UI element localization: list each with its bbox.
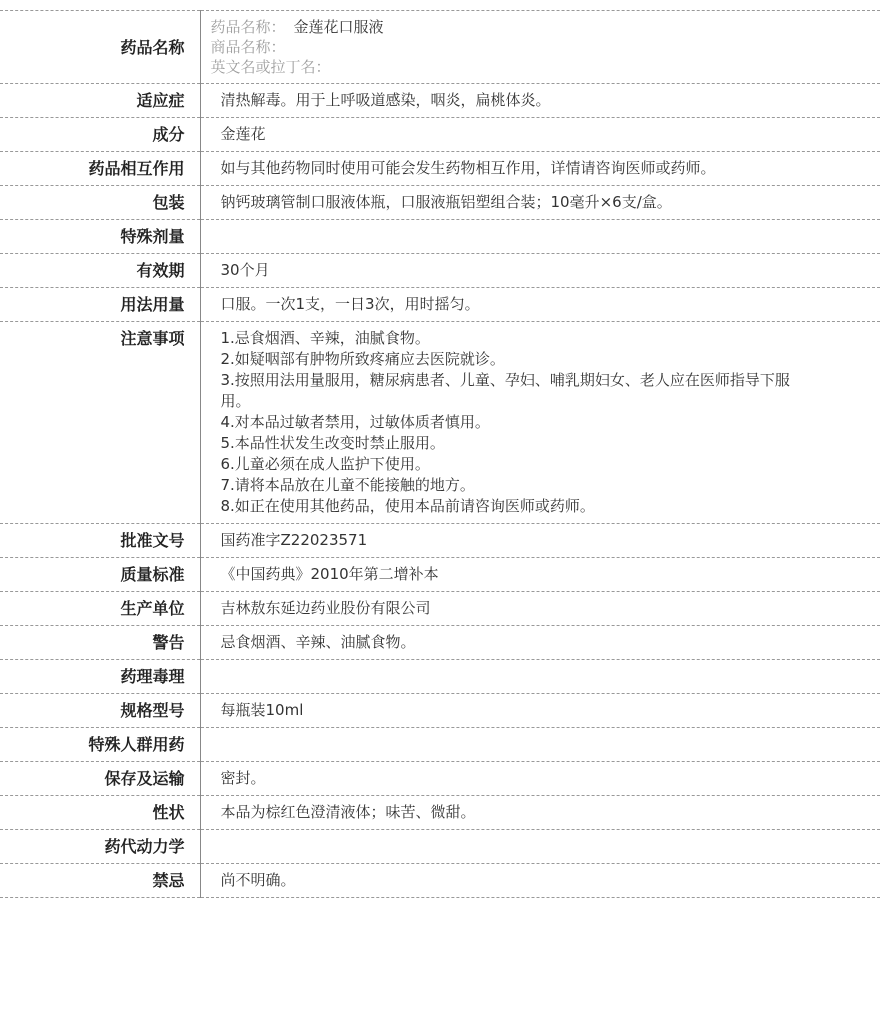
drug-name-value: 金莲花口服液 <box>293 18 384 36</box>
row-value <box>200 830 880 864</box>
row-value <box>200 660 880 694</box>
row-value: 如与其他药物同时使用可能会发生药物相互作用，详情请咨询医师或药师。 <box>200 152 880 186</box>
row-value: 金莲花 <box>200 118 880 152</box>
row-label: 包装 <box>0 186 200 220</box>
row-value: 忌食烟酒、辛辣、油腻食物。 <box>200 626 880 660</box>
table-row-shelf-life <box>0 254 880 288</box>
row-value: 钠钙玻璃管制口服液体瓶，口服液瓶铝塑组合装；10毫升×6支/盒。 <box>200 186 880 220</box>
table-row-packaging <box>0 186 880 220</box>
row-value: 30个月 <box>200 254 880 288</box>
row-label: 保存及运输 <box>0 762 200 796</box>
table-row-specification <box>0 694 880 728</box>
table-row-approval-number <box>0 524 880 558</box>
row-label-drug-name: 药品名称 <box>0 11 200 84</box>
row-label: 警告 <box>0 626 200 660</box>
english-name-field <box>211 57 820 77</box>
precaution-item: 5.本品性状发生改变时禁止服用。 <box>220 434 445 452</box>
row-value: 清热解毒。用于上呼吸道感染，咽炎，扁桃体炎。 <box>200 84 880 118</box>
row-value: 密封。 <box>200 762 880 796</box>
row-label: 批准文号 <box>0 524 200 558</box>
row-label: 成分 <box>0 118 200 152</box>
row-label: 有效期 <box>0 254 200 288</box>
row-value <box>200 220 880 254</box>
row-label: 特殊人群用药 <box>0 728 200 762</box>
drug-name-prefix: 药品名称： <box>210 18 286 36</box>
table-row-special-dosage <box>0 220 880 254</box>
row-value-precautions <box>200 322 880 524</box>
table-row-precautions <box>0 322 880 524</box>
row-value: 口服。一次1支，一日3次，用时摇匀。 <box>200 288 880 322</box>
row-value: 《中国药典》2010年第二增补本 <box>200 558 880 592</box>
row-value: 本品为棕红色澄清液体；味苦、微甜。 <box>200 796 880 830</box>
table-row-manufacturer <box>0 592 880 626</box>
table-row-drug-interactions <box>0 152 880 186</box>
table-row-ingredients <box>0 118 880 152</box>
row-label: 用法用量 <box>0 288 200 322</box>
row-label: 特殊剂量 <box>0 220 200 254</box>
row-value-drug-name <box>200 11 880 84</box>
drug-info-table <box>0 10 880 898</box>
table-row-pharmacokinetics <box>0 830 880 864</box>
precaution-item: 4.对本品过敏者禁用，过敏体质者慎用。 <box>220 413 490 431</box>
row-label: 规格型号 <box>0 694 200 728</box>
table-row-quality-standard <box>0 558 880 592</box>
table-row-contraindications <box>0 864 880 898</box>
row-value: 吉林敖东延边药业股份有限公司 <box>200 592 880 626</box>
row-label: 药品相互作用 <box>0 152 200 186</box>
row-label: 药代动力学 <box>0 830 200 864</box>
row-label: 质量标准 <box>0 558 200 592</box>
english-name-prefix: 英文名或拉丁名： <box>210 58 331 76</box>
trade-name-field <box>211 37 820 57</box>
table-row-storage-transport <box>0 762 880 796</box>
row-value <box>200 728 880 762</box>
precaution-item: 2.如疑咽部有肿物所致疼痛应去医院就诊。 <box>220 350 505 368</box>
precaution-item: 1.忌食烟酒、辛辣，油腻食物。 <box>220 329 430 347</box>
table-row-special-populations <box>0 728 880 762</box>
row-label: 生产单位 <box>0 592 200 626</box>
precaution-item: 6.儿童必须在成人监护下使用。 <box>220 455 430 473</box>
table-row-properties <box>0 796 880 830</box>
row-label: 禁忌 <box>0 864 200 898</box>
row-value: 国药准字Z22023571 <box>200 524 880 558</box>
trade-name-prefix: 商品名称： <box>210 38 286 56</box>
row-value: 每瓶装10ml <box>200 694 880 728</box>
row-label: 性状 <box>0 796 200 830</box>
drug-name-field <box>211 17 820 37</box>
row-value: 尚不明确。 <box>200 864 880 898</box>
table-row-pharmacology-toxicology <box>0 660 880 694</box>
table-row-dosage-usage <box>0 288 880 322</box>
precaution-item: 8.如正在使用其他药品，使用本品前请咨询医师或药师。 <box>220 497 595 515</box>
precaution-item: 3.按照用法用量服用，糖尿病患者、儿童、孕妇、哺乳期妇女、老人应在医师指导下服用。 <box>220 371 790 410</box>
table-row-warning <box>0 626 880 660</box>
row-label-precautions: 注意事项 <box>0 322 200 524</box>
precaution-item: 7.请将本品放在儿童不能接触的地方。 <box>220 476 475 494</box>
table-row-indications <box>0 84 880 118</box>
row-label: 适应症 <box>0 84 200 118</box>
row-label: 药理毒理 <box>0 660 200 694</box>
table-row-drug-name <box>0 11 880 84</box>
